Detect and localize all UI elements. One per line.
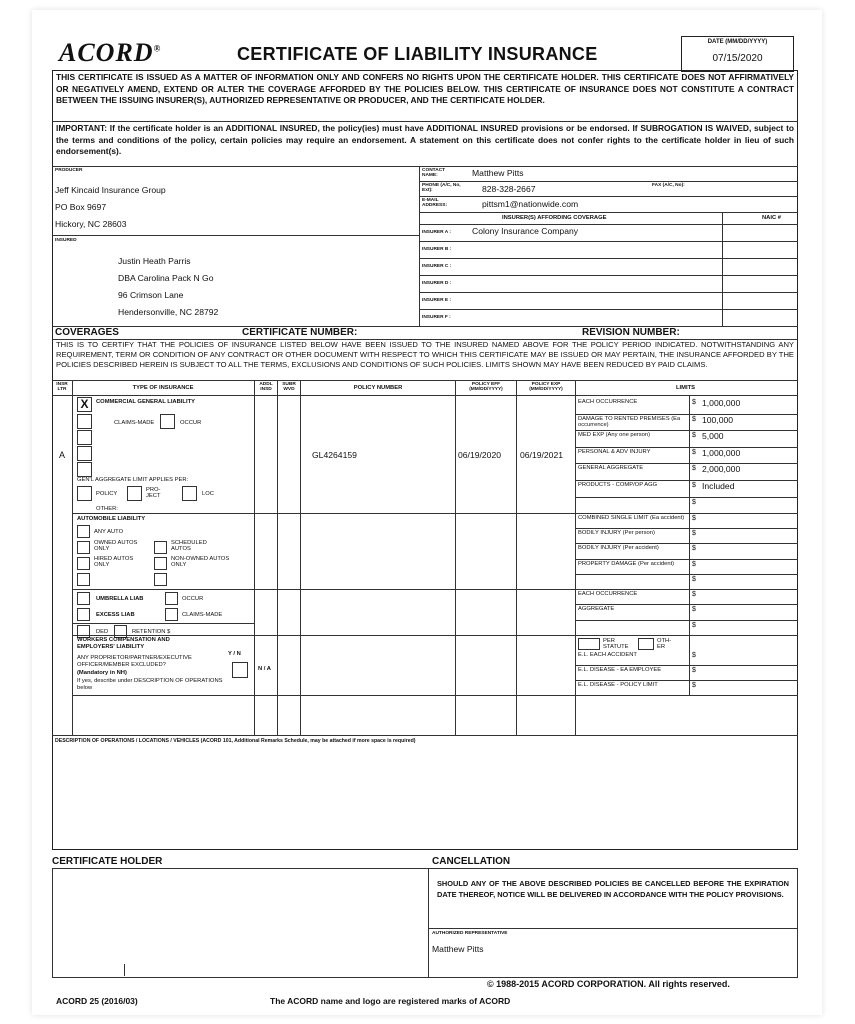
document-title: CERTIFICATE OF LIABILITY INSURANCE [237, 44, 598, 64]
producer-address [55, 182, 395, 233]
currency-sign: $ [692, 530, 696, 538]
limit-row-line [575, 665, 798, 666]
scheduled-autos-label: SCHEDULED AUTOS [171, 540, 207, 552]
limit-row-line [575, 430, 798, 431]
insurer-row-name: Colony Insurance Company [472, 226, 579, 236]
policy-checkbox[interactable] [77, 486, 92, 501]
cgl-sub-checkbox[interactable] [77, 430, 92, 445]
copyright: © 1988-2015 ACORD CORPORATION. All rights reserved. [487, 979, 730, 989]
owned-autos-label: OWNED AUTOS ONLY [94, 540, 138, 552]
insured-line: DBA Carolina Pack N Go [118, 273, 214, 283]
col-policy-eff: POLICY EFF (MM/DD/YYYY) [469, 382, 503, 392]
currency-sign: $ [692, 432, 696, 440]
currency-sign: $ [692, 591, 696, 598]
limit-label: PERSONAL & ADV INJURY [578, 448, 651, 455]
description-label: DESCRIPTION OF OPERATIONS / LOCATIONS / VEHICLES (ACORD 101, Additional Remarks Schedule, may be attached if more space is required) [55, 738, 416, 744]
col-policy-number: POLICY NUMBER [353, 385, 403, 391]
contact-name: Matthew Pitts [472, 168, 524, 178]
currency-sign: $ [692, 652, 696, 659]
project-checkbox[interactable] [127, 486, 142, 501]
any-auto-checkbox[interactable] [77, 525, 90, 538]
limit-row-line [575, 480, 798, 481]
naic-label: NAIC # [762, 215, 782, 221]
wc-na: N / A [258, 666, 271, 672]
umbrella-occur-label: OCCUR [182, 596, 204, 602]
insurer-row-line [419, 224, 798, 225]
cgl-sub-checkbox[interactable] [77, 414, 92, 429]
currency-sign: $ [692, 482, 696, 489]
date-box [681, 36, 794, 72]
umbrella-occur-checkbox[interactable] [165, 592, 178, 605]
certificate-number-label: CERTIFICATE NUMBER: [242, 327, 358, 338]
limit-label: PROPERTY DAMAGE (Per accident) [578, 560, 675, 567]
col-insr-ltr: INSR LTR [56, 382, 68, 392]
limit-label: EACH OCCURRENCE [578, 591, 638, 597]
revision-number-label: REVISION NUMBER: [582, 327, 680, 338]
limit-row-line [575, 604, 798, 605]
date-label: DATE (MM/DD/YYYY) [707, 39, 768, 45]
email-label: E-MAIL ADDRESS: [422, 198, 448, 208]
wc-title: WORKERS COMPENSATION AND EMPLOYERS' LIABILITY [77, 637, 170, 650]
cgl-title: COMMERCIAL GENERAL LIABILITY [96, 399, 195, 405]
scheduled-autos-checkbox[interactable] [154, 541, 167, 554]
certificate-page [32, 10, 822, 1015]
per-statute-label: PER STATUTE [603, 638, 629, 650]
excess-label: EXCESS LIAB [96, 612, 135, 618]
currency-sign: $ [692, 498, 696, 506]
insured-line: Hendersonville, NC 28792 [118, 307, 219, 317]
gl-exp-date: 06/19/2021 [520, 450, 564, 460]
insurer-row-label: INSURER C : [422, 264, 452, 269]
loc-checkbox[interactable] [182, 486, 197, 501]
insurers-header: INSURER(S) AFFORDING COVERAGE [502, 215, 607, 221]
insurer-row-line [419, 258, 798, 259]
limit-label: DAMAGE TO RENTED PREMISES (Ea occurrence) [578, 415, 681, 428]
limit-row-line [575, 543, 798, 544]
currency-sign: $ [692, 448, 696, 456]
auth-rep-name: Matthew Pitts [432, 944, 484, 954]
contact-name-label: CONTACT NAME: [422, 168, 446, 178]
currency-sign: $ [692, 465, 696, 473]
issued-notice: THIS CERTIFICATE IS ISSUED AS A MATTER OF INFORMATION ONLY AND CONFERS NO RIGHTS UPON THE CERTIFICATE HOLDER. THIS CERTIFICATE DOES NOT AFFIRMATIVELY OR NEGATIVELY AMEND, EXTEND OR ALTER THE COVERAGE AFFORDED BY THE POLICIES BELOW. THIS CERTIFICATE OF INSURANCE DOES NOT CONSTITUTE A CONTRACT BETWEEN THE ISSUING INSURER(S), AUTHORIZED REPRESENTATIVE OR PRODUCER, AND THE CERTIFICATE HOLDER. [56, 72, 794, 105]
date-value: 07/15/2020 [712, 53, 763, 64]
wc-mandatory: (Mandatory in NH) [77, 670, 127, 676]
claims-made-label: CLAIMS-MADE [114, 420, 155, 426]
cgl-checkbox[interactable]: X [77, 397, 92, 412]
limit-label: COMBINED SINGLE LIMIT (Ea accident) [578, 515, 685, 521]
acord-logo: ACORD® [59, 38, 162, 67]
non-owned-autos-label: NON-OWNED AUTOS ONLY [171, 556, 230, 568]
insurer-row-label: INSURER F : [422, 315, 451, 320]
producer-line: PO Box 9697 [55, 202, 107, 212]
insurer-row-line [419, 292, 798, 293]
limit-value: Included [702, 481, 735, 491]
currency-sign: $ [692, 606, 696, 614]
limit-value: 100,000 [702, 414, 734, 425]
currency-sign: $ [692, 515, 696, 522]
coverages-title: COVERAGES [55, 327, 119, 338]
currency-sign: $ [692, 682, 696, 689]
fax-label: FAX (A/C, No): [652, 183, 685, 188]
insurer-row-line [419, 275, 798, 276]
limit-value: 1,000,000 [702, 447, 741, 458]
cgl-sub-checkbox[interactable] [77, 446, 92, 461]
limit-label: AGGREGATE [578, 606, 615, 613]
limit-label: BODILY INJURY (Per accident) [578, 545, 659, 552]
limit-label: EACH OCCURRENCE [578, 399, 638, 405]
limit-label: E.L. DISEASE - POLICY LIMIT [578, 682, 658, 688]
producer-line: Hickory, NC 28603 [55, 219, 127, 229]
gl-policy-number: GL4264159 [312, 450, 357, 460]
oth-er-label: OTH-ER [657, 638, 672, 650]
certificate-holder-title: CERTIFICATE HOLDER [52, 856, 163, 867]
insurer-row-line [419, 241, 798, 242]
non-owned-autos-checkbox[interactable] [154, 557, 167, 570]
col-policy-exp: POLICY EXP (MM/DD/YYYY) [529, 382, 563, 392]
contact-email: pittsm1@nationwide.com [482, 199, 579, 209]
insurer-row-label: INSURER A : [422, 230, 451, 235]
umbrella-label: UMBRELLA LIAB [96, 596, 144, 602]
project-label: PRO-JECT [146, 487, 161, 499]
limit-value: 5,000 [702, 431, 724, 442]
policy-label: POLICY [96, 491, 118, 497]
auto-blank-checkbox[interactable] [154, 573, 167, 586]
limit-label: PRODUCTS - COMP/OP AGG [578, 482, 658, 488]
limit-row-line [575, 620, 798, 621]
insurer-row-label: INSURER E : [422, 298, 452, 303]
currency-sign: $ [692, 560, 696, 568]
cgl-sub-checkbox[interactable] [77, 462, 92, 477]
cancellation-text: SHOULD ANY OF THE ABOVE DESCRIBED POLICIES BE CANCELLED BEFORE THE EXPIRATION DATE THEREOF, NOTICE WILL BE DELIVERED IN ACCORDANCE WITH THE POLICY PROVISIONS. [437, 879, 789, 899]
insured-address [118, 253, 408, 321]
occur-label: OCCUR [180, 420, 202, 426]
gen-aggregate-label: GEN'L AGGREGATE LIMIT APPLIES PER: [77, 477, 189, 483]
oth-er-checkbox[interactable] [638, 638, 654, 650]
auto-blank-checkbox[interactable] [77, 573, 90, 586]
currency-sign: $ [692, 667, 696, 674]
owned-autos-checkbox[interactable] [77, 541, 90, 554]
form-number: ACORD 25 (2016/03) [56, 996, 138, 1006]
any-auto-label: ANY AUTO [94, 529, 124, 535]
limit-row-line [575, 559, 798, 560]
umbrella-claims-made-label: CLAIMS-MADE [182, 612, 223, 618]
hired-autos-checkbox[interactable] [77, 557, 90, 570]
per-statute-checkbox[interactable] [578, 638, 600, 650]
col-type: TYPE OF INSURANCE [132, 385, 194, 391]
limit-row-line [575, 497, 798, 498]
insured-label: INSURED [55, 238, 77, 243]
producer-line: Jeff Kincaid Insurance Group [55, 185, 166, 195]
wc-excluded-checkbox[interactable] [232, 662, 248, 678]
currency-sign: $ [692, 415, 696, 423]
limit-label: E.L. DISEASE - EA EMPLOYEE [578, 667, 662, 673]
limit-label: GENERAL AGGREGATE [578, 465, 644, 472]
auth-rep-label: AUTHORIZED REPRESENTATIVE [432, 931, 508, 936]
limit-label: MED EXP (Any one person) [578, 432, 651, 439]
currency-sign: $ [692, 399, 696, 406]
currency-sign: $ [692, 545, 696, 553]
limit-label: E.L. EACH ACCIDENT [578, 652, 637, 658]
insurer-letter: A [59, 450, 66, 460]
phone-label: PHONE (A/C, No, Ext): [422, 183, 461, 193]
limit-label: BODILY INJURY (Per person) [578, 530, 655, 537]
hired-autos-label: HIRED AUTOS ONLY [94, 556, 134, 568]
limit-value: 1,000,000 [702, 398, 741, 408]
producer-label: PRODUCER [55, 168, 83, 173]
excess-checkbox[interactable] [77, 608, 90, 621]
gl-eff-date: 06/19/2020 [458, 450, 502, 460]
col-addl-insd: ADDL INSD [259, 382, 273, 392]
limit-row-line [575, 447, 798, 448]
claims-made-checkbox[interactable] [165, 608, 178, 621]
wc-describe: If yes, describe under DESCRIPTION OF OPERATIONS below [77, 678, 223, 691]
ded-label: DED [96, 629, 109, 635]
other-label: OTHER: [96, 506, 118, 512]
limit-row-line [575, 528, 798, 529]
currency-sign: $ [692, 575, 696, 583]
auto-title: AUTOMOBILE LIABILITY [77, 516, 146, 522]
limit-row-line [575, 463, 798, 464]
col-limits: LIMITS [676, 385, 695, 391]
coverages-statement: THIS IS TO CERTIFY THAT THE POLICIES OF INSURANCE LISTED BELOW HAVE BEEN ISSUED TO THE INSURED NAMED ABOVE FOR THE POLICY PERIOD INDICATED. NOTWITHSTANDING ANY REQUIREMENT, TERM OR CONDITION OF ANY CONTRACT OR OTHER DOCUMENT WITH RESPECT TO WHICH THIS CERTIFICATE MAY BE ISSUED OR MAY PERTAIN, THE INSURANCE AFFORDED BY THE POLICIES DESCRIBED HEREIN IS SUBJECT TO ALL THE TERMS, EXCLUSIONS AND CONDITIONS OF SUCH POLICIES. LIMITS SHOWN MAY HAVE BEEN REDUCED BY PAID CLAIMS. [56, 340, 794, 369]
col-subr-wvd: SUBR WVD [282, 382, 296, 392]
cancellation-title: CANCELLATION [432, 856, 511, 867]
limit-value: 2,000,000 [702, 464, 741, 475]
contact-phone: 828-328-2667 [482, 184, 536, 194]
retention-label: RETENTION $ [132, 629, 171, 635]
loc-label: LOC [202, 491, 214, 497]
currency-sign: $ [692, 621, 696, 629]
important-notice: IMPORTANT: If the certificate holder is an ADDITIONAL INSURED, the policy(ies) must have ADDITIONAL INSURED provisions or be endorsed. If SUBROGATION IS WAIVED, subject to the terms and conditions of the policy, certain policies may require an endorsement. A statement on this certificate does not confer rights to the certificate holder in lieu of such endorsement(s). [56, 123, 794, 156]
occur-checkbox[interactable] [160, 414, 175, 429]
insured-line: Justin Heath Parris [118, 256, 191, 266]
insured-line: 96 Crimson Lane [118, 290, 184, 300]
registered-marks: The ACORD name and logo are registered marks of ACORD [270, 996, 511, 1006]
insurer-row-line [419, 309, 798, 310]
insurer-row-label: INSURER B : [422, 247, 452, 252]
limit-row-line [575, 574, 798, 575]
wc-yn-label: Y / N [228, 651, 241, 657]
limit-row-line [575, 414, 798, 415]
limit-row-line [575, 680, 798, 681]
wc-question: ANY PROPRIETOR/PARTNER/EXECUTIVE OFFICER/MEMBER EXCLUDED? [77, 655, 192, 668]
umbrella-checkbox[interactable] [77, 592, 90, 605]
insurer-row-label: INSURER D : [422, 281, 452, 286]
